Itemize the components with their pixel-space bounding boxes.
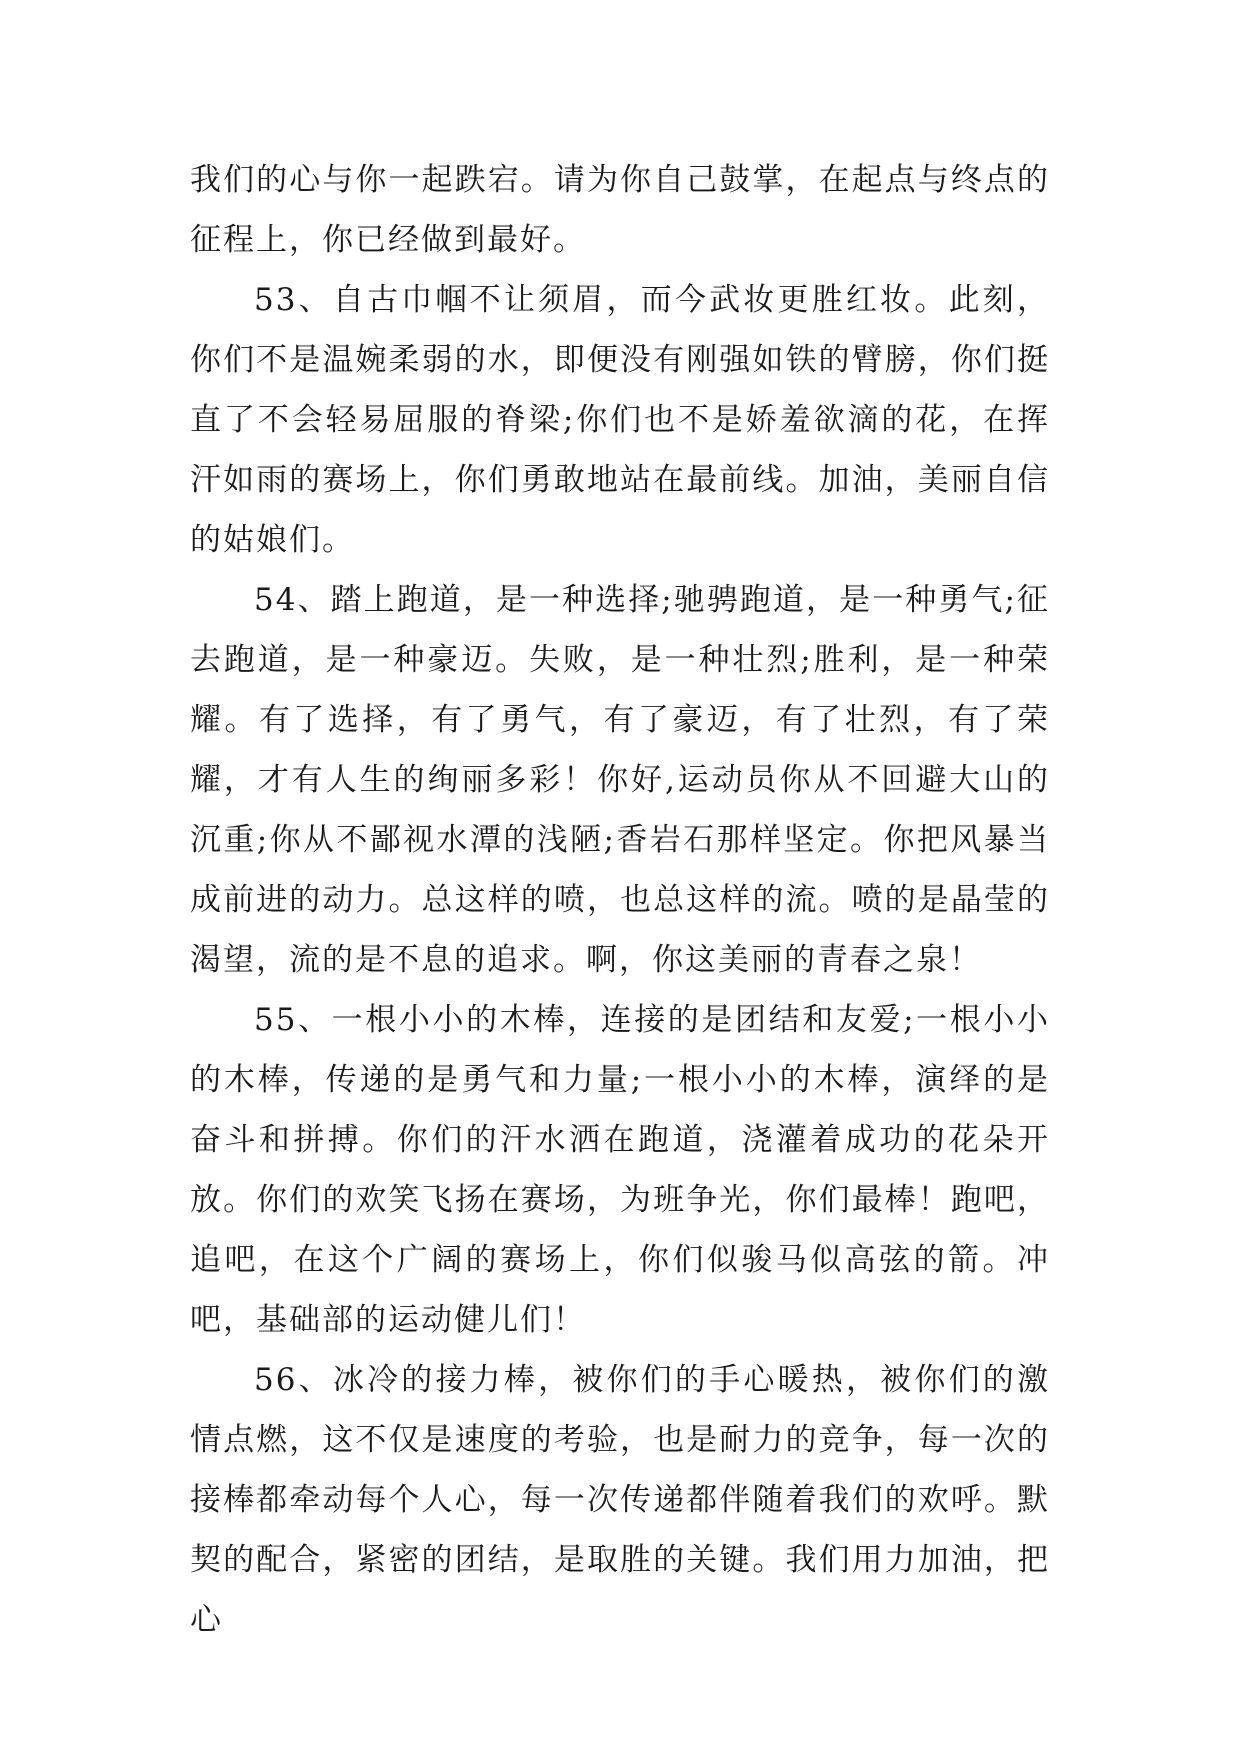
paragraph-54: 54、踏上跑道，是一种选择;驰骋跑道，是一种勇气;征去跑道，是一种豪迈。失败，是一种壮烈;胜利，是一种荣耀。有了选择，有了勇气，有了豪迈，有了壮烈，有了荣耀，才有人生的绚丽多彩！你好,运动员你从不回避大山的沉重;你从不鄙视水潭的浅陋;香岩石那样坚定。你把风暴当成前进的动力。总这样的喷，也总这样的流。喷的是晶莹的渴望，流的是不息的追求。啊，你这美丽的青春之泉！: [190, 582, 1050, 978]
paragraph-55: 55、一根小小的木棒，连接的是团结和友爱;一根小小的木棒，传递的是勇气和力量;一根小小的木棒，演绎的是奋斗和拼搏。你们的汗水洒在跑道，浇灌着成功的花朵开放。你们的欢笑飞扬在赛场，为班争光，你们最棒！跑吧，追吧，在这个广阔的赛场上，你们似骏马似高弦的箭。冲吧，基础部的运动健儿们！: [190, 1002, 1050, 1338]
paragraph-56: 56、冰冷的接力棒，被你们的手心暖热，被你们的激情点燃，这不仅是速度的考验，也是耐力的竞争，每一次的接棒都牵动每个人心，每一次传递都伴随着我们的欢呼。默契的配合，紧密的团结，是取胜的关键。我们用力加油，把心: [190, 1362, 1050, 1638]
document-body: [190, 150, 1050, 1650]
paragraph-53: 53、自古巾帼不让须眉，而今武妆更胜红妆。此刻，你们不是温婉柔弱的水，即便没有刚强如铁的臂膀，你们挺直了不会轻易屈服的脊梁;你们也不是娇羞欲滴的花，在挥汗如雨的赛场上，你们勇敢地站在最前线。加油，美丽自信的姑娘们。: [190, 282, 1050, 558]
paragraph-continuation: 我们的心与你一起跌宕。请为你自己鼓掌，在起点与终点的征程上，你已经做到最好。: [190, 162, 1050, 258]
